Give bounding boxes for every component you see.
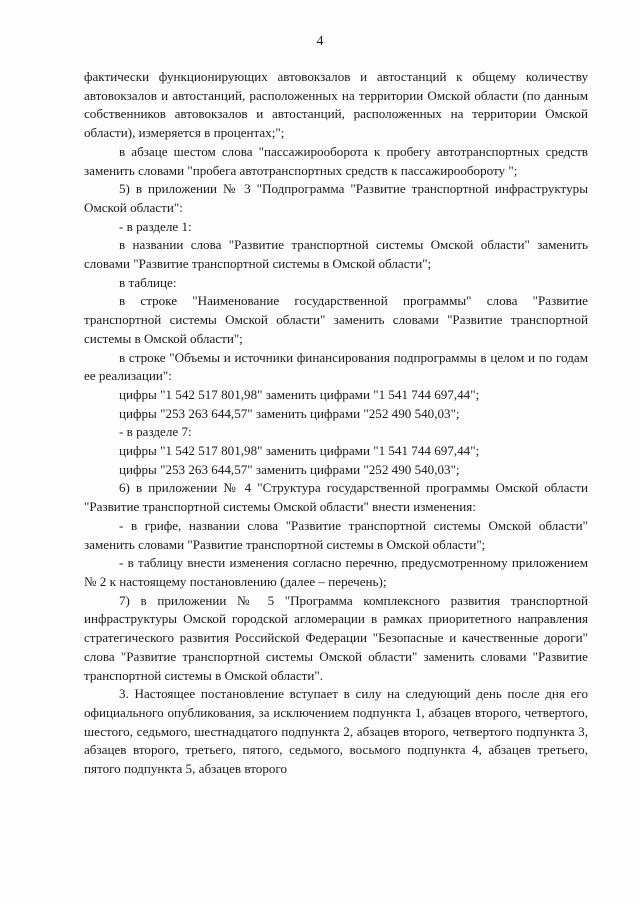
- paragraph: цифры "1 542 517 801,98" заменить цифрами "1 541 744 697,44";: [119, 386, 480, 402]
- paragraph: цифры "253 263 644,57" заменить цифрами "252 490 540,03";: [119, 405, 460, 421]
- paragraph: - в разделе 7:: [119, 424, 192, 440]
- paragraph: в строке "Наименование государственной программы" слова "Развитие транспортной системы Омской области" заменить словами "Развитие транспортной системы в Омской области";: [84, 293, 588, 346]
- paragraph: 3. Настоящее постановление вступает в силу на следующий день после дня его официального опубликования, за исключением подпункта 1, абзацев второго, четвертого, шестого, седьмого, шестнадцатого подпункта 2, абзацев второго, четвертого подпункта 3, абзацев второго, третьего, пятого, седьмого, восьмого подпункта 4, абзацев третьего, пятого подпункта 5, абзацев второго: [84, 686, 588, 777]
- paragraph: в названии слова "Развитие транспортной системы Омской области" заменить словами "Развитие транспортной системы в Омской области";: [84, 237, 588, 272]
- paragraph: в абзаце шестом слова "пассажирооборота к пробегу автотранспортных средств заменить словами "пробега автотранспортных средств к пассажирообороту ";: [84, 143, 588, 178]
- paragraph: цифры "253 263 644,57" заменить цифрами "252 490 540,03";: [119, 461, 460, 477]
- paragraph: фактически функционирующих автовокзалов и автостанций к общему количеству автовокзалов и автостанций, расположенных на территории Омской области (по данным собственников автовокзалов и автостанций, расположенных на территории Омской области), измеряется в процентах;";: [84, 69, 588, 141]
- paragraph: 6) в приложении № 4 "Структура государственной программы Омской области "Развитие транспортной системы Омской области" внести изменения:: [84, 480, 588, 515]
- paragraph: - в разделе 1:: [119, 218, 192, 234]
- paragraph: в таблице:: [119, 274, 177, 290]
- document-body: [84, 68, 588, 779]
- paragraph: в строке "Объемы и источники финансирования подпрограммы в целом и по годам ее реализации":: [84, 349, 588, 384]
- page-number: 4: [316, 34, 324, 49]
- paragraph: 7) в приложении № 5 "Программа комплексного развития транспортной инфраструктуры Омской городской агломерации в рамках приоритетного направления стратегического развития Российской Федерации "Безопасные и качественные дороги" слова "Развитие транспортной системы Омской области" заменить словами "Развитие транспортной системы в Омской области".: [84, 592, 588, 683]
- paragraph: - в грифе, названии слова "Развитие транспортной системы Омской области" заменить словами "Развитие транспортной системы в Омской области";: [84, 517, 588, 552]
- paragraph: цифры "1 542 517 801,98" заменить цифрами "1 541 744 697,44";: [119, 443, 480, 459]
- paragraph: 5) в приложении № 3 "Подпрограмма "Развитие транспортной инфраструктуры Омской области":: [84, 181, 588, 215]
- paragraph: - в таблицу внести изменения согласно перечню, предусмотренному приложением № 2 к настоящему постановлению (далее – перечень);: [84, 555, 588, 589]
